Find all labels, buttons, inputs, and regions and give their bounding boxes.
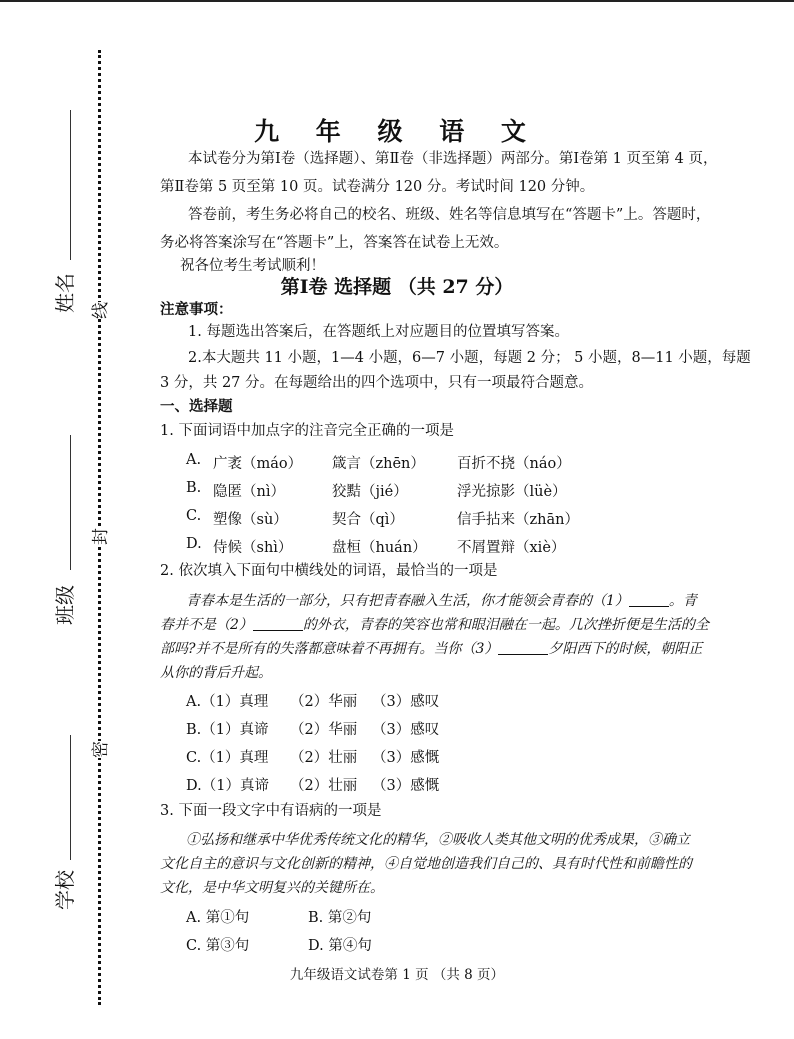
q1-option-a-word2: 箴言（zhēn） (332, 456, 425, 472)
wish-line: 祝各位考生考试顺利！ (180, 258, 325, 274)
q3-passage-3: 文化，是中华文明复兴的关键所在。 (160, 880, 384, 896)
q1-option-d-word1: 侍候（shì） (213, 540, 293, 556)
q2-option-d-2: （2）壮丽 (290, 778, 358, 794)
section-title: 第Ⅰ卷 选择题 （共 27 分） (280, 276, 514, 298)
q1-option-a-word3: 百折不挠（náo） (457, 456, 571, 472)
class-label: 班级 (53, 585, 77, 625)
q1-option-c-word2: 契合（qì） (332, 512, 404, 528)
mark-seal: 封 (86, 528, 111, 545)
q2-passage-1b: 。青 (668, 593, 697, 609)
note-2a: 2.本大题共 11 小题，1—4 小题，6—7 小题，每题 2 分； 5 小题，8—11 小题，每题 (188, 350, 751, 366)
intro-line-1a: 本试卷分为第Ⅰ卷（选择题）、第Ⅱ卷（非选择题）两部分。第Ⅰ卷第 1 页至第 4 页， (188, 151, 718, 167)
q2-option-d: D.（1）真谛 (186, 778, 269, 794)
q1-option-b-word3: 浮光掠影（lüè） (457, 484, 567, 500)
q2-option-d-3: （3）感慨 (372, 778, 440, 794)
intro-line-2b: 务必将答案涂写在“答题卡”上，答案答在试卷上无效。 (160, 235, 509, 251)
part-heading: 一、选择题 (160, 398, 233, 415)
page-title: 九 年 级 语 文 (254, 117, 540, 146)
q2-passage-3: 部吗?并不是所有的失落都意味着不再拥有。当你（3） (160, 641, 499, 657)
q2-option-c-3: （3）感慨 (372, 750, 440, 766)
q3-option-a: A. 第①句 (186, 910, 250, 926)
q2-option-a-3: （3）感叹 (372, 694, 440, 710)
q2-option-c: C.（1）真理 (186, 750, 269, 766)
q1-stem: 1. 下面词语中加点字的注音完全正确的一项是 (160, 423, 454, 439)
q3-passage-2: 文化自主的意识与文化创新的精神，④自觉地创造我们自己的、具有时代性和前瞻性的 (160, 856, 692, 872)
q1-option-a-label: A. (186, 452, 202, 468)
school-label: 学校 (53, 870, 77, 910)
q2-option-c-2: （2）壮丽 (290, 750, 358, 766)
q1-option-a-word1: 广袤（máo） (213, 456, 303, 472)
q2-stem: 2. 依次填入下面句中横线处的词语，最恰当的一项是 (160, 563, 498, 579)
intro-line-1b: 第Ⅱ卷第 5 页至第 10 页。试卷满分 120 分。考试时间 120 分钟。 (160, 179, 595, 195)
q2-option-a: A.（1）真理 (186, 694, 269, 710)
q3-option-d: D. 第④句 (308, 938, 372, 954)
q1-option-b-word2: 狡黠（jié） (332, 484, 408, 500)
class-blank-line (70, 435, 71, 570)
q3-option-b: B. 第②句 (308, 910, 372, 926)
q2-passage-line-4: 从你的背后升起。 (160, 665, 272, 681)
q1-option-d-word2: 盘桓（huán） (332, 540, 427, 556)
q2-passage-1a: 青春本是生活的一部分，只有把青春融入生活，你才能领会青春的（1） (186, 593, 629, 609)
q1-option-d-word3: 不屑置辩（xiè） (457, 540, 566, 556)
q2-option-b: B.（1）真谛 (186, 722, 269, 738)
name-label: 姓名 (53, 273, 77, 313)
q3-option-c: C. 第③句 (186, 938, 250, 954)
q3-passage-1: ①弘扬和继承中华优秀传统文化的精华，②吸收人类其他文明的优秀成果，③确立 (186, 832, 690, 848)
blank-1 (629, 592, 669, 607)
blank-3 (498, 640, 548, 655)
q1-option-d-label: D. (186, 536, 202, 552)
q2-option-b-2: （2）华丽 (290, 722, 358, 738)
q1-option-c-word3: 信手拈来（zhān） (457, 512, 579, 528)
q2-passage-3b: 夕阳西下的时候，朝阳正 (548, 641, 703, 657)
intro-line-2a: 答卷前，考生务必将自己的校名、班级、姓名等信息填写在“答题卡”上。答题时， (188, 207, 711, 223)
notes-heading: 注意事项： (160, 301, 233, 318)
mark-secret: 密 (86, 741, 111, 758)
q1-option-b-word1: 隐匿（nì） (213, 484, 285, 500)
q1-option-b-label: B. (186, 480, 202, 496)
mark-line: 线 (86, 302, 111, 319)
page-footer: 九年级语文试卷第 1 页 （共 8 页） (289, 967, 505, 983)
q1-option-c-word1: 塑像（sù） (213, 512, 288, 528)
q3-stem: 3. 下面一段文字中有语病的一项是 (160, 803, 382, 819)
q2-option-b-3: （3）感叹 (372, 722, 440, 738)
q2-passage-line-3 (160, 636, 702, 662)
q2-passage-2a: 春并不是（2） (160, 617, 253, 633)
q2-passage-line-2 (160, 612, 709, 638)
q2-passage-line-1 (186, 588, 697, 614)
school-blank-line (70, 735, 71, 860)
q2-option-a-2: （2）华丽 (290, 694, 358, 710)
note-1: 1. 每题选出答案后，在答题纸上对应题目的位置填写答案。 (188, 324, 569, 340)
blank-2 (253, 616, 303, 631)
q2-passage-2b: 的外衣，青春的笑容也常和眼泪融在一起。几次挫折便是生活的全 (302, 617, 709, 633)
top-border (0, 0, 794, 2)
note-2b: 3 分，共 27 分。在每题给出的四个选项中，只有一项最符合题意。 (160, 375, 594, 391)
q1-option-c-label: C. (186, 508, 202, 524)
